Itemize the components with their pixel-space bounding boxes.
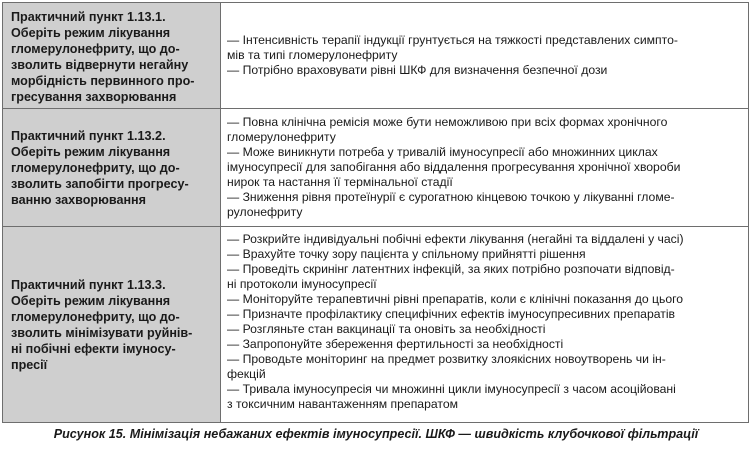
table-row [3, 227, 749, 423]
recommendation-list [221, 33, 748, 78]
recommendations-cell [221, 3, 749, 109]
list-item: — Може виникнути потреба у тривалій імуносупресії або множинних циклах імуносупресії для запобігання або віддалення прогресування хронічної хвороби нирок та настання її термінальної стадії [227, 145, 681, 189]
list-item: — Проведіть скринінг латентних інфекцій, за яких потрібно розпочати відповід- ні протоколи імуносупресії [227, 262, 675, 291]
list-item: — Повна клінічна ремісія може бути неможливою при всіх формах хронічного гломерулонефриту [227, 115, 668, 144]
list-item: — Зниження рівня протеїнурії є сурогатною кінцевою точкою у лікуванні гломе- рулонефриту [227, 190, 675, 219]
list-item: — Моніторуйте терапевтичні рівні препаратів, коли є клінічні показання до цього [227, 292, 684, 306]
list-item: — Врахуйте точку зору пацієнта у спільному прийнятті рішення [227, 247, 586, 261]
figure-caption: Рисунок 15. Мінімізація небажаних ефектів імуносупресії. ШКФ — швидкість клубочкової фільтрації [53, 427, 699, 441]
table-row [3, 109, 749, 227]
list-item: — Розгляньте стан вакцинації та оновіть за необхідності [227, 322, 546, 336]
recommendation-list [221, 115, 748, 220]
practical-point-text: Практичний пункт 1.13.2. Оберіть режим лікування гломерулонефриту, що до- зволить запобігти прогресу- ванню захворювання [11, 128, 189, 207]
practical-point-cell [3, 3, 221, 109]
table-row [3, 3, 749, 109]
list-item: — Призначте профілактику специфічних ефектів імуносупресивних препаратів [227, 307, 676, 321]
list-item: — Інтенсивність терапії індукції грунтується на тяжкості представлених симпто- мів та типі гломерулонефриту [227, 33, 678, 62]
recommendations-cell [221, 109, 749, 227]
list-item: — Потрібно враховувати рівні ШКФ для визначення безпечної дози [227, 63, 608, 77]
practical-point-text: Практичний пункт 1.13.3. Оберіть режим лікування гломерулонефриту, що до- зволить мінімізувати руйнів- ні побічні ефекти імуносу- пресії [11, 277, 193, 372]
list-item: — Проводьте моніторинг на предмет розвитку злоякісних новоутворень чи ін- фекцій [227, 352, 666, 381]
practical-point-text: Практичний пункт 1.13.1. Оберіть режим лікування гломерулонефриту, що до- зволить відвернути негайну морбідність первинного про- гресування захворювання [11, 9, 195, 104]
practical-point-cell [3, 109, 221, 227]
list-item: — Тривала імуносупресія чи множинні цикли імуносупресії з часом асоційовані з токсичним навантаженням препаратом [227, 382, 676, 411]
list-item: — Розкрийте індивідуальні побічні ефекти лікування (негайні та віддалені у часі) [227, 232, 684, 246]
recommendation-list [221, 227, 748, 412]
list-item: — Запропонуйте збереження фертильності за необхідності [227, 337, 564, 351]
recommendations-cell [221, 227, 749, 423]
figure-table [2, 2, 749, 423]
practical-point-cell [3, 227, 221, 423]
